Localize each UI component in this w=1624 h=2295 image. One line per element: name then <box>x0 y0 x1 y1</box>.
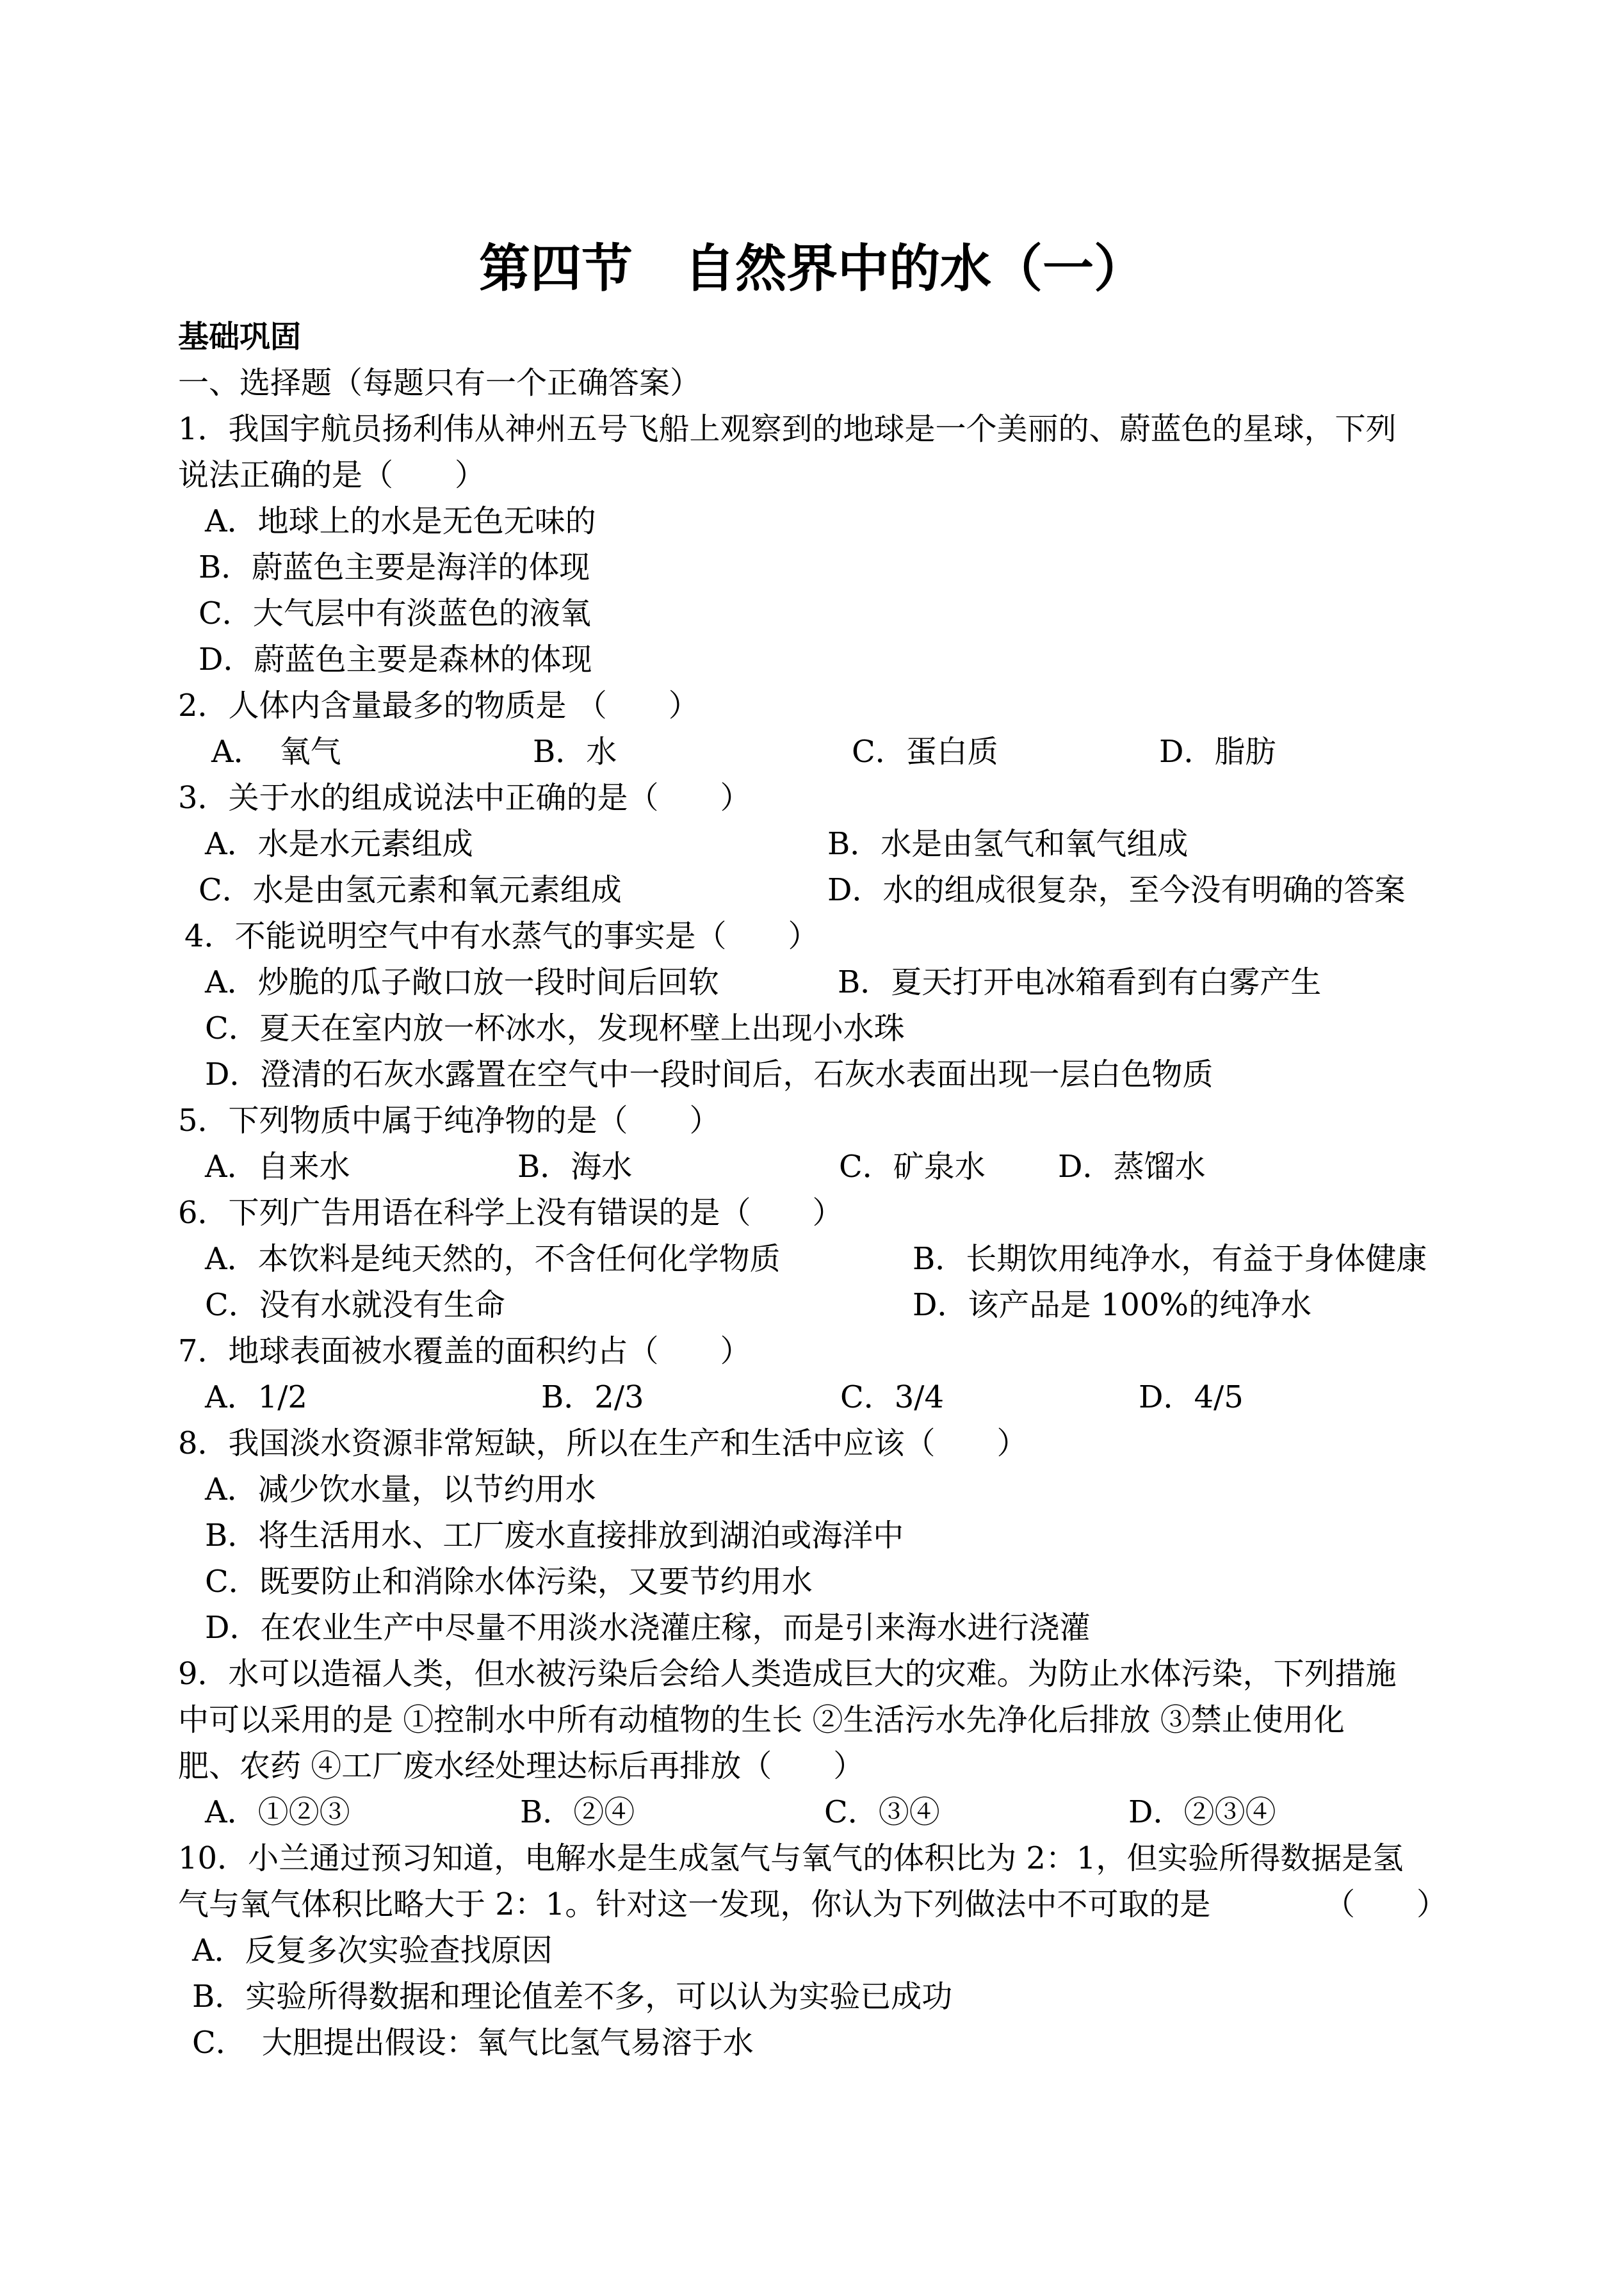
question-3-option-c: C．水是由氢元素和氧元素组成 <box>199 872 622 908</box>
question-1-option-a: A．地球上的水是无色无味的 <box>205 503 596 539</box>
question-2-option-a: A． 氧气 <box>211 734 341 770</box>
question-1-stem-line2: 说法正确的是（ ） <box>178 457 486 493</box>
question-5-option-c: C．矿泉水 <box>839 1149 986 1185</box>
question-4-stem: 4．不能说明空气中有水蒸气的事实是（ ） <box>184 918 819 954</box>
question-4-option-c: C．夏天在室内放一杯冰水，发现杯壁上出现小水珠 <box>205 1010 905 1046</box>
question-1-option-c: C．大气层中有淡蓝色的液氧 <box>199 596 591 631</box>
question-5-stem: 5．下列物质中属于纯净物的是（ ） <box>178 1103 720 1139</box>
question-4-option-a: A．炒脆的瓜子敞口放一段时间后回软 <box>205 964 719 1000</box>
question-10-stem-line1: 10．小兰通过预习知道，电解水是生成氢气与氧气的体积比为 2：1，但实验所得数据是氢 <box>178 1840 1404 1876</box>
question-3-option-b: B．水是由氢气和氧气组成 <box>827 826 1189 862</box>
part-heading: 一、选择题（每题只有一个正确答案） <box>178 365 701 401</box>
question-8-option-c: C．既要防止和消除水体污染，又要节约用水 <box>205 1564 813 1600</box>
page-title: 第四节 自然界中的水（一） <box>479 239 1145 298</box>
question-7-option-c: C．3/4 <box>840 1379 944 1415</box>
question-8-stem: 8．我国淡水资源非常短缺，所以在生产和生活中应该（ ） <box>178 1425 1028 1461</box>
question-5-option-a: A．自来水 <box>205 1149 350 1185</box>
question-10-option-c: C． 大胆提出假设：氧气比氢气易溶于水 <box>192 2025 754 2061</box>
question-3-option-d: D．水的组成很复杂，至今没有明确的答案 <box>827 872 1406 908</box>
question-10-option-a: A．反复多次实验查找原因 <box>192 1933 553 1968</box>
question-7-option-b: B．2/3 <box>541 1379 644 1415</box>
question-7-option-a: A．1/2 <box>205 1379 307 1415</box>
question-8-option-d: D．在农业生产中尽量不用淡水浇灌庄稼，而是引来海水进行浇灌 <box>205 1610 1091 1646</box>
question-6-option-c: C．没有水就没有生命 <box>205 1287 505 1323</box>
question-9-option-a: A．①②③ <box>205 1794 350 1830</box>
section-heading: 基础巩固 <box>178 319 302 355</box>
question-1-option-d: D．蔚蓝色主要是森林的体现 <box>199 642 592 677</box>
question-6-option-d: D．该产品是 100%的纯净水 <box>913 1287 1311 1323</box>
question-6-stem: 6．下列广告用语在科学上没有错误的是（ ） <box>178 1195 843 1231</box>
question-9-option-c: C．③④ <box>824 1794 940 1830</box>
question-3-option-a: A．水是水元素组成 <box>205 826 473 862</box>
question-8-option-a: A．减少饮水量，以节约用水 <box>205 1472 596 1507</box>
question-2-option-d: D．脂肪 <box>1159 734 1276 770</box>
question-9-stem-line2: 中可以采用的是 ①控制水中所有动植物的生长 ②生活污水先净化后排放 ③禁止使用化 <box>178 1702 1345 1738</box>
question-4-option-b: B．夏天打开电冰箱看到有白雾产生 <box>838 964 1322 1000</box>
question-9-option-b: B．②④ <box>520 1794 635 1830</box>
question-9-stem-line3: 肥、农药 ④工厂废水经处理达标后再排放（ ） <box>178 1748 865 1784</box>
question-7-option-d: D．4/5 <box>1139 1379 1244 1415</box>
question-9-option-d: D．②③④ <box>1128 1794 1276 1830</box>
question-3-stem: 3．关于水的组成说法中正确的是（ ） <box>178 780 751 816</box>
question-10-stem-line2: 气与氧气体积比略大于 2：1。针对这一发现，你认为下列做法中不可取的是 <box>178 1886 1211 1922</box>
question-1-stem-line1: 1．我国宇航员扬利伟从神州五号飞船上观察到的地球是一个美丽的、蔚蓝色的星球，下列 <box>178 411 1397 447</box>
question-9-stem-line1: 9．水可以造福人类，但水被污染后会给人类造成巨大的灾难。为防止水体污染，下列措施 <box>178 1656 1397 1692</box>
question-7-stem: 7．地球表面被水覆盖的面积约占（ ） <box>178 1333 751 1369</box>
question-4-option-d: D．澄清的石灰水露置在空气中一段时间后，石灰水表面出现一层白色物质 <box>205 1057 1214 1092</box>
question-1-option-b: B．蔚蓝色主要是海洋的体现 <box>199 549 590 585</box>
question-10-answer-bracket: （ ） <box>1324 1886 1448 1922</box>
question-2-option-c: C．蛋白质 <box>852 734 998 770</box>
question-10-option-b: B．实验所得数据和理论值差不多，可以认为实验已成功 <box>192 1979 953 2015</box>
question-2-option-b: B．水 <box>533 734 617 770</box>
question-5-option-b: B．海水 <box>517 1149 633 1185</box>
question-2-stem: 2．人体内含量最多的物质是 （ ） <box>178 688 699 724</box>
question-5-option-d: D．蒸馏水 <box>1058 1149 1206 1185</box>
question-6-option-a: A．本饮料是纯天然的，不含任何化学物质 <box>205 1241 781 1277</box>
question-8-option-b: B．将生活用水、工厂废水直接排放到湖泊或海洋中 <box>205 1518 904 1553</box>
question-6-option-b: B．长期饮用纯净水，有益于身体健康 <box>913 1241 1427 1277</box>
